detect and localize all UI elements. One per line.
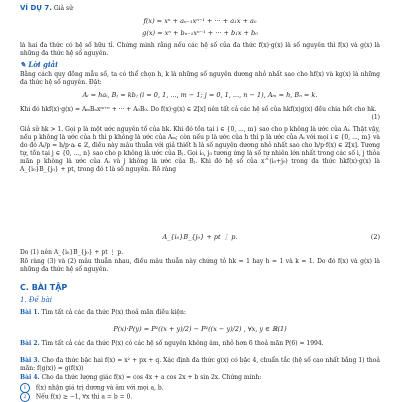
solution-paragraph-4: Do (1) nên A_{i₀}B_{j₀} + pt ⋮ p. bbox=[20, 249, 124, 256]
exercise-3 bbox=[20, 357, 380, 373]
solution-paragraph-2: Khi đó hkf(x)·g(x) = AₘBₙxᵐ⁺ⁿ + ··· + A₀B₀. Do f(x)·g(x) ∈ ℤ[x] nên tất cả các hệ số của hkf(x)g(x) đều chia hết cho hk. (1) bbox=[20, 106, 380, 121]
section-title: C. BÀI TẬP bbox=[20, 283, 68, 292]
example-intro: Giả sử bbox=[53, 5, 73, 12]
exercise-4-item-2 bbox=[20, 392, 380, 402]
exercise-1-text: Tìm tất cả các đa thức P(x) thoả mãn điều kiện: bbox=[41, 309, 186, 316]
solution-paragraph-3: Giả sử hk > 1. Gọi p là một ước nguyên tố của hk. Khi đó tồn tại i ∈ {0, ..., m} sao cho p không là ước của Aᵢ. Thật vậy, nếu p không là ước của h thì p không là ước của Aₘ; còn nếu p là ước của h thì p là ước của Aᵢ với mọi i ∈ {0, ..., m} và do đó Aᵢ/p = h/p·aᵢ ∈ ℤ, điều này mâu thuẫn với giả thiết h là số nguyên dương nhỏ nhất sao cho h/p·f(x) ∈ ℤ[x]. Tương tự, tồn tại j ∈ {0, ..., n} sao cho p không là ước của Bⱼ. Gọi i₀, j₀ tương ứng là số tự nhiên lớn nhất trong các số i, j thỏa mãn p không là ước của Aᵢ và j không là ước của Bⱼ. Khi đó hệ số của x^(i₀+j₀) trong đa thức hkf(x)·g(x) là A_{i₀}B_{j₀} + pt, trong đó t là số nguyên. Rõ ràng bbox=[20, 126, 380, 173]
exercise-2 bbox=[20, 340, 380, 348]
equation-2: A_{i₀}B_{j₀} + pt ⋮ p. (2) bbox=[162, 233, 380, 241]
number-2-icon: 2 bbox=[20, 392, 30, 402]
equation-f: f(x) = xⁿ + aₙ₋₁xⁿ⁻¹ + ··· + a₁x + a₀ bbox=[143, 17, 257, 25]
exercise-3-text: Cho đa thức bậc hai f(x) = x² + px + q. Xác định đa thức g(x) có bậc 4, chuẩn tắc (hệ số cao nhất bằng 1) thoả mãn: f(g(x)) = g(f(x)) bbox=[20, 357, 380, 372]
solution-heading-row bbox=[20, 61, 380, 70]
exercise-1 bbox=[20, 309, 380, 317]
solution-heading: Lời giải bbox=[28, 60, 58, 69]
exercise-2-label: Bài 2. bbox=[20, 340, 40, 347]
number-1-icon: 1 bbox=[20, 383, 30, 393]
subsection-title: 1. Đề bài bbox=[20, 296, 52, 304]
example-statement: là hai đa thức có hệ số hữu tỉ. Chứng minh rằng nếu các hệ số của đa thức f(x)·g(x) là số nguyên thì f(x) và g(x) là những đa thức hệ số nguyên. bbox=[20, 42, 380, 57]
equation-g: g(x) = xⁿ + bₙ₋₁xⁿ⁻¹ + ··· + b₁x + b₀ bbox=[142, 29, 258, 37]
equation-A: Aᵢ = haᵢ, Bⱼ = kbⱼ (i = 0, 1, ..., m − 1; j = 0, 1, ..., n − 1), Aₘ = h, Bₙ = k. bbox=[82, 91, 318, 99]
exercise-1-equation: P(x)·P(y) = P²((x + y)/2) − P²((x − y)/2) , ∀x, y ∈ ℝ(1) bbox=[113, 325, 287, 333]
exercise-3-label: Bài 3. bbox=[20, 357, 40, 364]
solution-paragraph-1: Bằng cách quy đồng mẫu số, ta có thể chọn h, k là những số nguyên dương nhỏ nhất sao cho hf(x) và kg(x) là những đa thức hệ số nguyên. Đặt: bbox=[20, 71, 380, 86]
example-header bbox=[20, 4, 380, 13]
equation-number-1: (1) bbox=[371, 114, 380, 121]
pencil-icon: ✎ bbox=[20, 60, 29, 69]
exercise-4-text: Cho đa thức lượng giác f(x) = cos 4x + a cos 2x + b sin 2x. Chứng minh: bbox=[41, 374, 262, 381]
exercise-4 bbox=[20, 374, 380, 382]
exercise-2-text: Tìm tất cả các đa thức P(x) có các hệ số nguyên không âm, nhỏ hơn 6 thoả mãn P(6) = 1994. bbox=[41, 340, 324, 347]
exercise-4-item-2-text: Nếu f(x) ≥ −1, ∀x thì a = b = 0. bbox=[35, 393, 133, 401]
exercise-4-item-1-text: f(x) nhận giá trị dương và âm với mọi a, b. bbox=[35, 384, 164, 392]
equation-number-2: (2) bbox=[370, 233, 380, 241]
exercise-4-label: Bài 4. bbox=[20, 374, 40, 381]
example-title: VÍ DỤ 7. bbox=[20, 4, 52, 12]
exercise-1-label: Bài 1. bbox=[20, 309, 40, 316]
solution-paragraph-5: Rõ ràng (3) và (2) mâu thuẫn nhau, điều mâu thuẫn này chứng tỏ hk = 1 hay h = 1 và k = 1. Do đó f(x) và g(x) là những đa thức hệ số nguyên. bbox=[20, 258, 380, 273]
